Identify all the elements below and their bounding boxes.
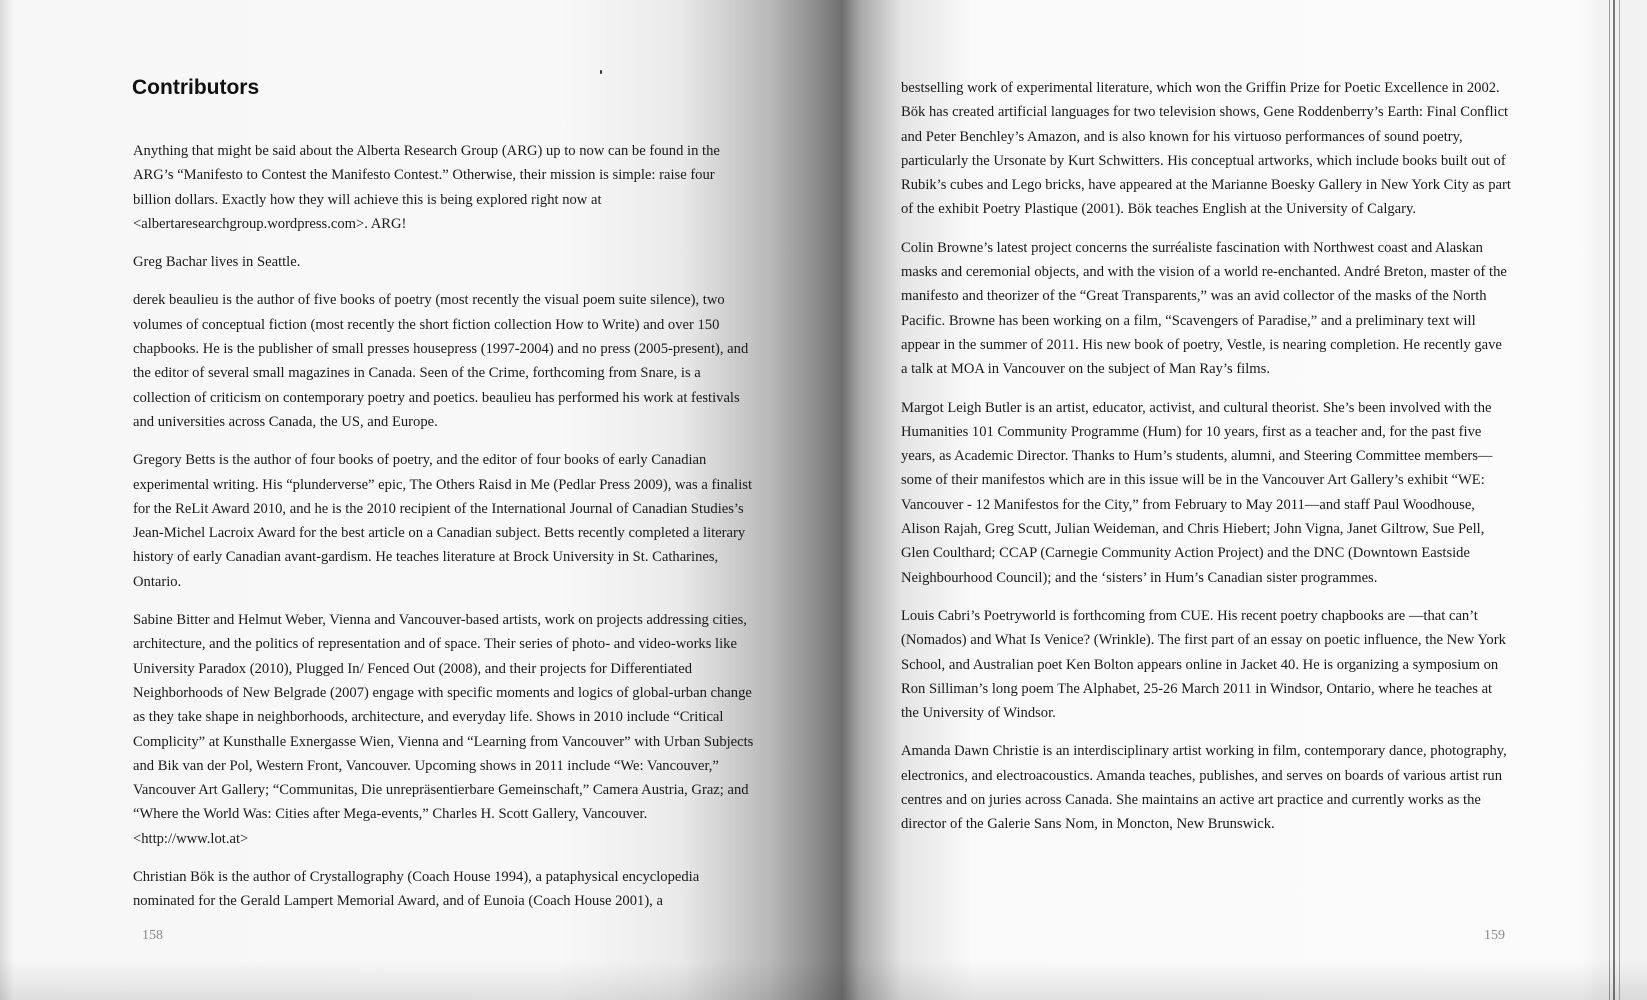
contributor-entry-christie: Amanda Dawn Christie is an interdisciplinary artist working in film, contemporary dance, photography, electronics, and electroacoustics. Amanda teaches, publishes, and serves on boards of various artist run centres and on juries across Canada. She maintains an active art practice and currently works as the director of the Galerie Sans Nom, in Moncton, New Brunswick. bbox=[901, 743, 1507, 833]
page-edge bbox=[1599, 0, 1647, 1000]
contributor-entry-bok-cont: bestselling work of experimental literature, which won the Griffin Prize for Poetic Excellence in 2002. Bök has created artificial languages for two television shows, Gene Roddenberry’s Earth: Final Conflict and Peter Benchley’s Amazon, and is also known for his virtuoso performances of sound poetry, particularly the Ursonate by Kurt Schwitters. His conceptual artworks, which include books built out of Rubik’s cubes and Lego bricks, have appeared at the Marianne Boesky Gallery in New York City as part of the exhibit Poetry Plastique (2001). Bök teaches English at the University of Calgary. bbox=[901, 80, 1511, 218]
contributor-entry-bitter-weber: Sabine Bitter and Helmut Weber, Vienna and Vancouver-based artists, work on projects addressing cities, architecture, and the politics of representation and of space. Their series of photo- and video-works like University Paradox (2010), Plugged In/ Fenced Out (2008), and their projects for Differentiated Neighborhoods of New Belgrade (2007) engage with specific moments and logics of global-urban change as they take shape in neighborhoods, architecture, and everyday life. Shows in 2010 include “Critical Complicity” at Kunsthalle Exnergasse Wien, Vienna and “Learning from Vancouver” with Urban Subjects and Bik van der Pol, Western Front, Vancouver. Upcoming shows in 2011 include “We: Vancouver,” Vancouver Art Gallery; “Communitas, Die unrepräsentierbare Gemeinschaft,” Camera Austria, Graz; and “Where the World Was: Cities after Mega-events,” Charles H. Scott Gallery, Vancouver. <http://www.lot.at> bbox=[133, 612, 754, 847]
left-column bbox=[133, 139, 756, 928]
contributor-entry-betts: Gregory Betts is the author of four books of poetry, and the editor of four books of early Canadian experimental writing. His “plunderverse” epic, The Others Raisd in Me (Pedlar Press 2009), was a finalist for the ReLit Award 2010, and he is the 2010 recipient of the International Journal of Canadian Studies’s Jean-Michel Lacroix Award for the best article on a Canadian subject. Betts recently completed a literary history of early Canadian avant-gardism. He teaches literature at Brock University in St. Catharines, Ontario. bbox=[133, 452, 752, 590]
bottom-shadow bbox=[0, 960, 1647, 1000]
contributor-entry-bachar: Greg Bachar lives in Seattle. bbox=[133, 254, 301, 271]
page-number-left: 158 bbox=[142, 928, 163, 943]
contributor-entry-browne: Colin Browne’s latest project concerns the surréaliste fascination with Northwest coast and Alaskan masks and ceremonial objects, and with the vision of a world re-enchanted. André Breton, master of the manifesto and theorizer of the “Great Transparents,” was an avid collector of the masks of the North Pacific. Browne has been working on a film, “Scavengers of Paradise,” and a preliminary text will appear in the summer of 2011. His new book of poetry, Vestle, is nearing completion. He recently gave a talk at MOA in Vancouver on the subject of Man Ray’s films. bbox=[901, 239, 1507, 378]
right-column bbox=[901, 76, 1511, 851]
contributor-entry-beaulieu: derek beaulieu is the author of five books of poetry (most recently the visual poem suite silence), two volumes of conceptual fiction (most recently the short fiction collection How to Write) and over 150 chapbooks. He is the publisher of small presses housepress (1997-2004) and no press (2005-present), and the editor of several small magazines in Canada. Seen of the Crime, forthcoming from Snare, is a collection of criticism on contemporary poetry and poetics. beaulieu has performed his work at festivals and universities across Canada, the US, and Europe. bbox=[133, 292, 749, 430]
page-number-right: 159 bbox=[1484, 928, 1505, 943]
contributor-entry-bok-start: Christian Bök is the author of Crystallography (Coach House 1994), a pataphysical encyclopedia nominated for the Gerald Lampert Memorial Award, and of Eunoia (Coach House 2001), a bbox=[133, 869, 700, 910]
page-title: Contributors bbox=[132, 76, 260, 99]
contributor-entry-arg: Anything that might be said about the Alberta Research Group (ARG) up to now can be found in the ARG’s “Manifesto to Contest the Manifesto Contest.” Otherwise, their mission is simple: raise four billion dollars. Exactly how they will achieve this is being explored right now at <albertaresearchgroup.wordpress.com>. ARG! bbox=[133, 143, 720, 232]
contributor-entry-cabri: Louis Cabri’s Poetryworld is forthcoming from CUE. His recent poetry chapbooks are —that can’t (Nomados) and What Is Venice? (Wrinkle). The first part of an essay on poetic influence, the New York School, and Australian poet Ken Bolton appears online in Jacket 40. He is organizing a symposium on Ron Silliman’s long poem The Alphabet, 25-26 March 2011 in Windsor, Ontario, where he teaches at the University of Windsor. bbox=[901, 607, 1506, 722]
print-speck bbox=[600, 70, 602, 74]
right-page bbox=[842, 0, 1647, 1000]
contributor-entry-butler: Margot Leigh Butler is an artist, educator, activist, and cultural theorist. She’s been involved with the Humanities 101 Community Programme (Hum) for 10 years, first as a teacher and, for the past five years, as Academic Director. Thanks to Hum’s students, alumni, and Steering Committee members—some of their manifestos which are in this issue will be in the Vancouver Art Gallery’s exhibit “WE: Vancouver - 12 Manifestos for the City,” from February to May 2011—and staff Paul Woodhouse, Alison Rajah, Greg Scutt, Julian Weideman, and Chris Hiebert; John Vigna, Janet Giltrow, Sue Pell, Glen Coulthard; CCAP (Carnegie Community Action Project) and the DNC (Downtown Eastside Neighbourhood Council); and the ‘sisters’ in Hum’s Canadian sister programmes. bbox=[901, 399, 1493, 586]
